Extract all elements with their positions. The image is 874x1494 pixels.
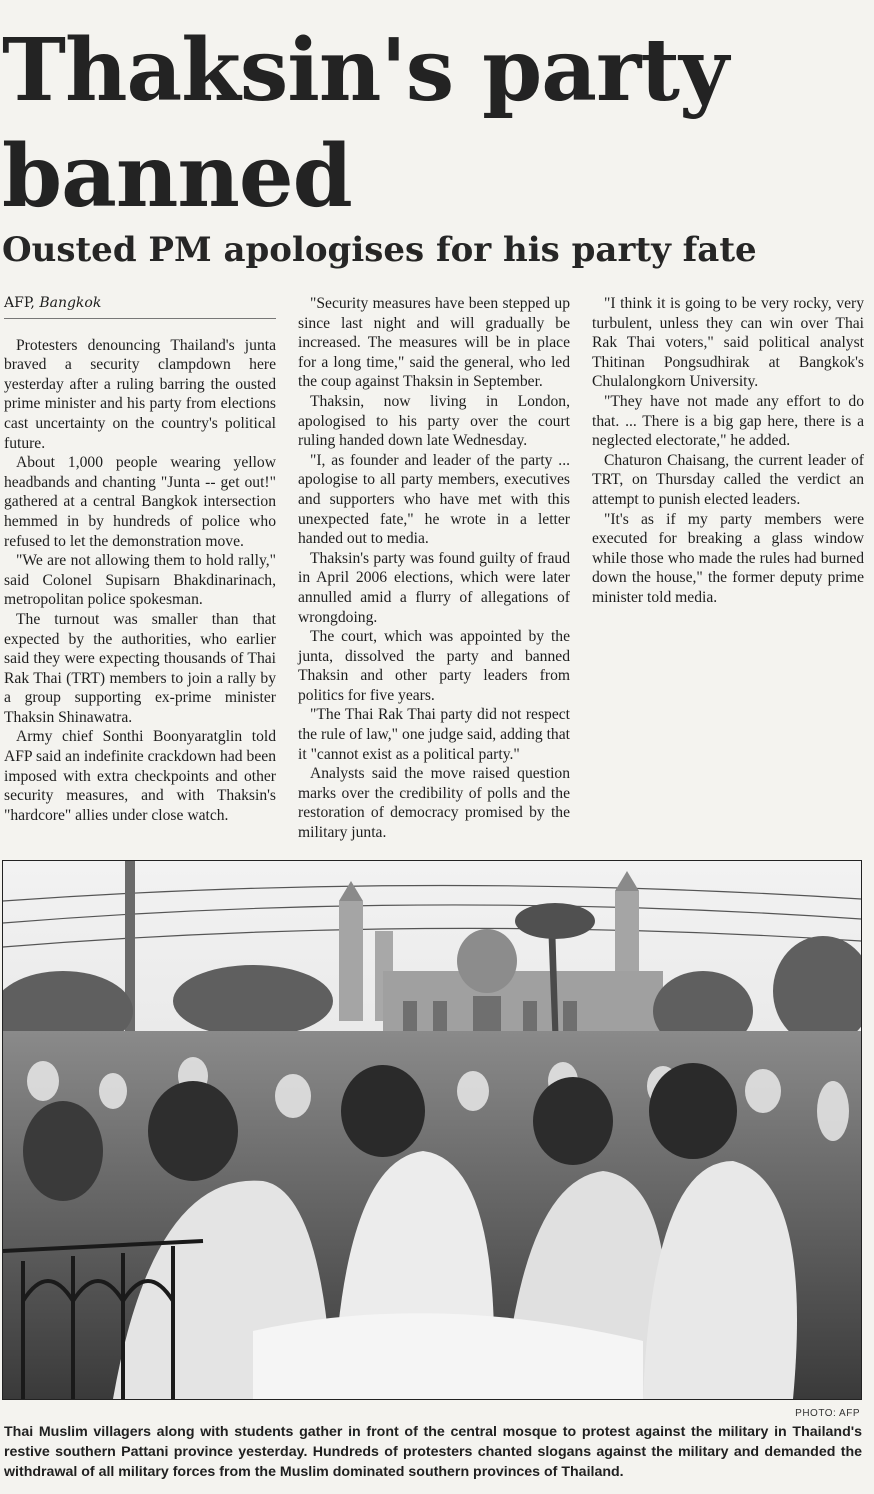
article-paragraph: "We are not allowing them to hold rally," said Colonel Supisarn Bhakdinarinach, metropolitan police spokesman. bbox=[4, 552, 276, 609]
protest-scene-illustration bbox=[3, 861, 861, 1399]
article-paragraph: "I, as founder and leader of the party ... apologise to all party members, executives and supporters who have met with this unexpected fate," he wrote in a letter handed out to media. bbox=[298, 451, 570, 548]
headline-line-2: banned bbox=[2, 126, 352, 227]
headline bbox=[2, 18, 862, 230]
photo-credit: PHOTO: AFP bbox=[795, 1408, 860, 1419]
dateline-agency: AFP, bbox=[4, 295, 35, 311]
article-paragraph: Analysts said the move raised question marks over the credibility of polls and the restoration of democracy promised by the military junta. bbox=[298, 765, 570, 842]
article-paragraph: "It's as if my party members were executed for breaking a glass window while those who made the rules had burned down the house," the former deputy prime minister told media. bbox=[592, 510, 864, 606]
article-paragraph: The court, which was appointed by the junta, dissolved the party and banned Thaksin and other party leaders from politics for five years. bbox=[298, 628, 570, 704]
news-photo bbox=[2, 860, 862, 1400]
article-paragraph: "They have not made any effort to do that. ... There is a big gap here, there is a neglected electorate," he added. bbox=[592, 392, 864, 450]
article-paragraph: Thaksin, now living in London, apologised to his party over the court ruling handed down late Wednesday. bbox=[298, 392, 570, 450]
article-paragraph: About 1,000 people wearing yellow headbands and chanting "Junta -- get out!" gathered at a central Bangkok intersection hemmed in by hundreds of police who refused to let the demonstration move. bbox=[4, 454, 276, 550]
article-paragraph: Army chief Sonthi Boonyaratglin told AFP said an indefinite crackdown had been imposed with extra checkpoints and other security measures, and with Thaksin's "hardcore" allies under close watch. bbox=[4, 728, 276, 824]
article-paragraph: Chaturon Chaisang, the current leader of TRT, on Thursday called the verdict an attempt to punish elected leaders. bbox=[592, 451, 864, 508]
headline-line-1: Thaksin's party bbox=[2, 20, 728, 121]
article-paragraph: "Security measures have been stepped up since last night and will gradually be increased. The measures will be in place for a long time," said the general, who led the coup against Thaksin in September. bbox=[298, 295, 570, 391]
article-paragraph: Thaksin's party was found guilty of fraud in April 2006 elections, which were later annulled amid a flurry of allegations of wrongdoing. bbox=[298, 549, 570, 626]
article-paragraph: The turnout was smaller than that expected by the authorities, who earlier said they were expecting thousands of Thai Rak Thai (TRT) members to join a rally by a group supporting ex-prime minister Thaksin Shinawatra. bbox=[4, 610, 276, 726]
article-paragraph: "I think it is going to be very rocky, very turbulent, unless they can win over Thai Rak Thai voters," said political analyst Thitinan Pongsudhirak at Bangkok's Chulalongkorn University. bbox=[592, 295, 864, 391]
article-paragraph: Protesters denouncing Thailand's junta braved a security clampdown here yesterday after a ruling barring the ousted prime minister and his party from elections cast uncertainty on the country's political future. bbox=[4, 336, 276, 452]
dateline bbox=[4, 294, 276, 314]
article-body bbox=[4, 294, 864, 850]
photo-caption: Thai Muslim villagers along with students gather in front of the central mosque to protest against the military in Thailand's restive southern Pattani province yesterday. Hundreds of protesters chanted slogans against the military and demanded the withdrawal of all military forces from the Muslim dominated southern provinces of Thailand. bbox=[4, 1424, 862, 1480]
dateline-place: Bangkok bbox=[39, 295, 102, 311]
article-paragraph: "The Thai Rak Thai party did not respect the rule of law," one judge said, adding that it "cannot exist as a political party." bbox=[298, 706, 570, 763]
subheadline: Ousted PM apologises for his party fate bbox=[2, 230, 757, 270]
